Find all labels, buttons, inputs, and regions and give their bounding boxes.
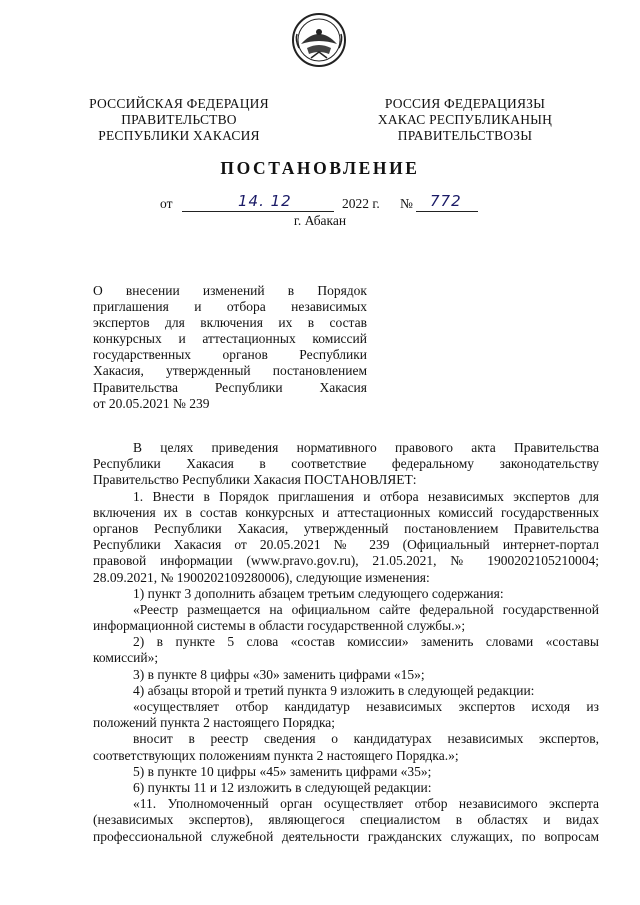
header-khakas xyxy=(350,96,580,144)
header-line: РОССИЙСКАЯ ФЕДЕРАЦИЯ xyxy=(89,96,269,111)
from-label: от xyxy=(160,196,173,211)
subject-line: приглашения и отбора независимых xyxy=(93,299,367,315)
body-line: Республики Хакасия в соответствие федеральному законодательству xyxy=(93,456,599,472)
body-line: «Реестр размещается на официальном сайте федеральной государственной xyxy=(133,601,599,617)
subject-line: Хакасия, утвержденный постановлением xyxy=(93,363,367,379)
body-line: 3) в пункте 8 цифры «30» заменить цифрами «15»; xyxy=(133,666,425,682)
body-line: положений пункта 2 настоящего Порядка; xyxy=(93,715,336,731)
body-line: соответствующих положениям пункта 2 настоящего Порядка.»; xyxy=(93,747,459,763)
document-body xyxy=(93,440,599,845)
body-line: 28.09.2021, № 1900202109280006), следующие изменения: xyxy=(93,569,430,585)
header-line: ХАКАС РЕСПУБЛИКАНЫҢ xyxy=(377,112,553,127)
header-line: ПРАВИТЕЛЬСТВО xyxy=(121,112,237,127)
city-label: г. Абакан xyxy=(293,213,347,228)
body-line: 5) в пункте 10 цифры «45» заменить цифрами «35»; xyxy=(133,763,432,779)
body-line: 1. Внести в Порядок приглашения и отбора независимых экспертов для xyxy=(133,488,599,504)
body-line: органов Республики Хакасия, утвержденный постановлением Правительства xyxy=(93,520,599,536)
header-line: РЕСПУБЛИКИ ХАКАСИЯ xyxy=(98,128,260,143)
body-line: 2) в пункте 5 слова «состав комиссии» заменить словами «составы xyxy=(133,634,599,650)
subject-line: конкурсных и аттестационных комиссий xyxy=(93,331,367,347)
body-line: комиссий»; xyxy=(93,650,159,666)
body-line: 1) пункт 3 дополнить абзацем третьим следующего содержания: xyxy=(133,585,504,601)
body-line: 4) абзацы второй и третий пункта 9 изложить в следующей редакции: xyxy=(133,682,535,698)
body-line: правовой информации (www.pravo.gov.ru), 21.05.2021, № 1900202105210004; xyxy=(93,553,599,569)
body-line: 6) пункты 11 и 12 изложить в следующей редакции: xyxy=(133,779,432,795)
subject-block xyxy=(93,283,367,412)
date-number-line xyxy=(160,194,490,214)
year-label: 2022 г. xyxy=(342,196,380,211)
subject-line: экспертов для включения их в состав xyxy=(93,315,367,331)
subject-line: от 20.05.2021 № 239 xyxy=(93,395,210,411)
subject-line: О внесении изменений в Порядок xyxy=(93,283,367,298)
body-line: Правительство Республики Хакасия ПОСТАНОВЛЯЕТ: xyxy=(93,472,417,488)
handwritten-date: 14. 12 xyxy=(238,192,292,210)
handwritten-number: 772 xyxy=(430,192,462,210)
subject-line: Правительства Республики Хакасия xyxy=(93,379,367,395)
document-title: ПОСТАНОВЛЕНИЕ xyxy=(220,158,420,178)
body-line: Республики Хакасия от 20.05.2021 № 239 (Официальный интернет-портал xyxy=(93,537,599,553)
subject-line: государственных органов Республики xyxy=(93,347,367,363)
header-line: ПРАВИТЕЛЬСТВОЗЫ xyxy=(397,128,533,143)
header-russian xyxy=(66,96,292,144)
body-line: (независимых экспертов), являющегося специалистом в областях и видах xyxy=(93,812,599,828)
body-line: профессиональной служебной деятельности гражданских служащих, по вопросам xyxy=(93,828,599,844)
body-line: В целях приведения нормативного правового акта Правительства xyxy=(133,440,599,455)
body-line: информационной системы в области государственной службы.»; xyxy=(93,618,466,634)
number-label: № xyxy=(400,196,413,211)
body-line: «осуществляет отбор кандидатур независимых экспертов исходя из xyxy=(133,699,599,714)
header-line: РОССИЯ ФЕДЕРАЦИЯЗЫ xyxy=(384,96,546,111)
body-line: «11. Уполномоченный орган осуществляет отбор независимого эксперта xyxy=(133,796,599,812)
coat-of-arms-icon xyxy=(291,12,347,68)
body-line: включения их в состав конкурсных и аттестационных комиссий государственных xyxy=(93,504,599,520)
body-line: вносит в реестр сведения о кандидатурах независимых экспертов, xyxy=(133,731,599,747)
